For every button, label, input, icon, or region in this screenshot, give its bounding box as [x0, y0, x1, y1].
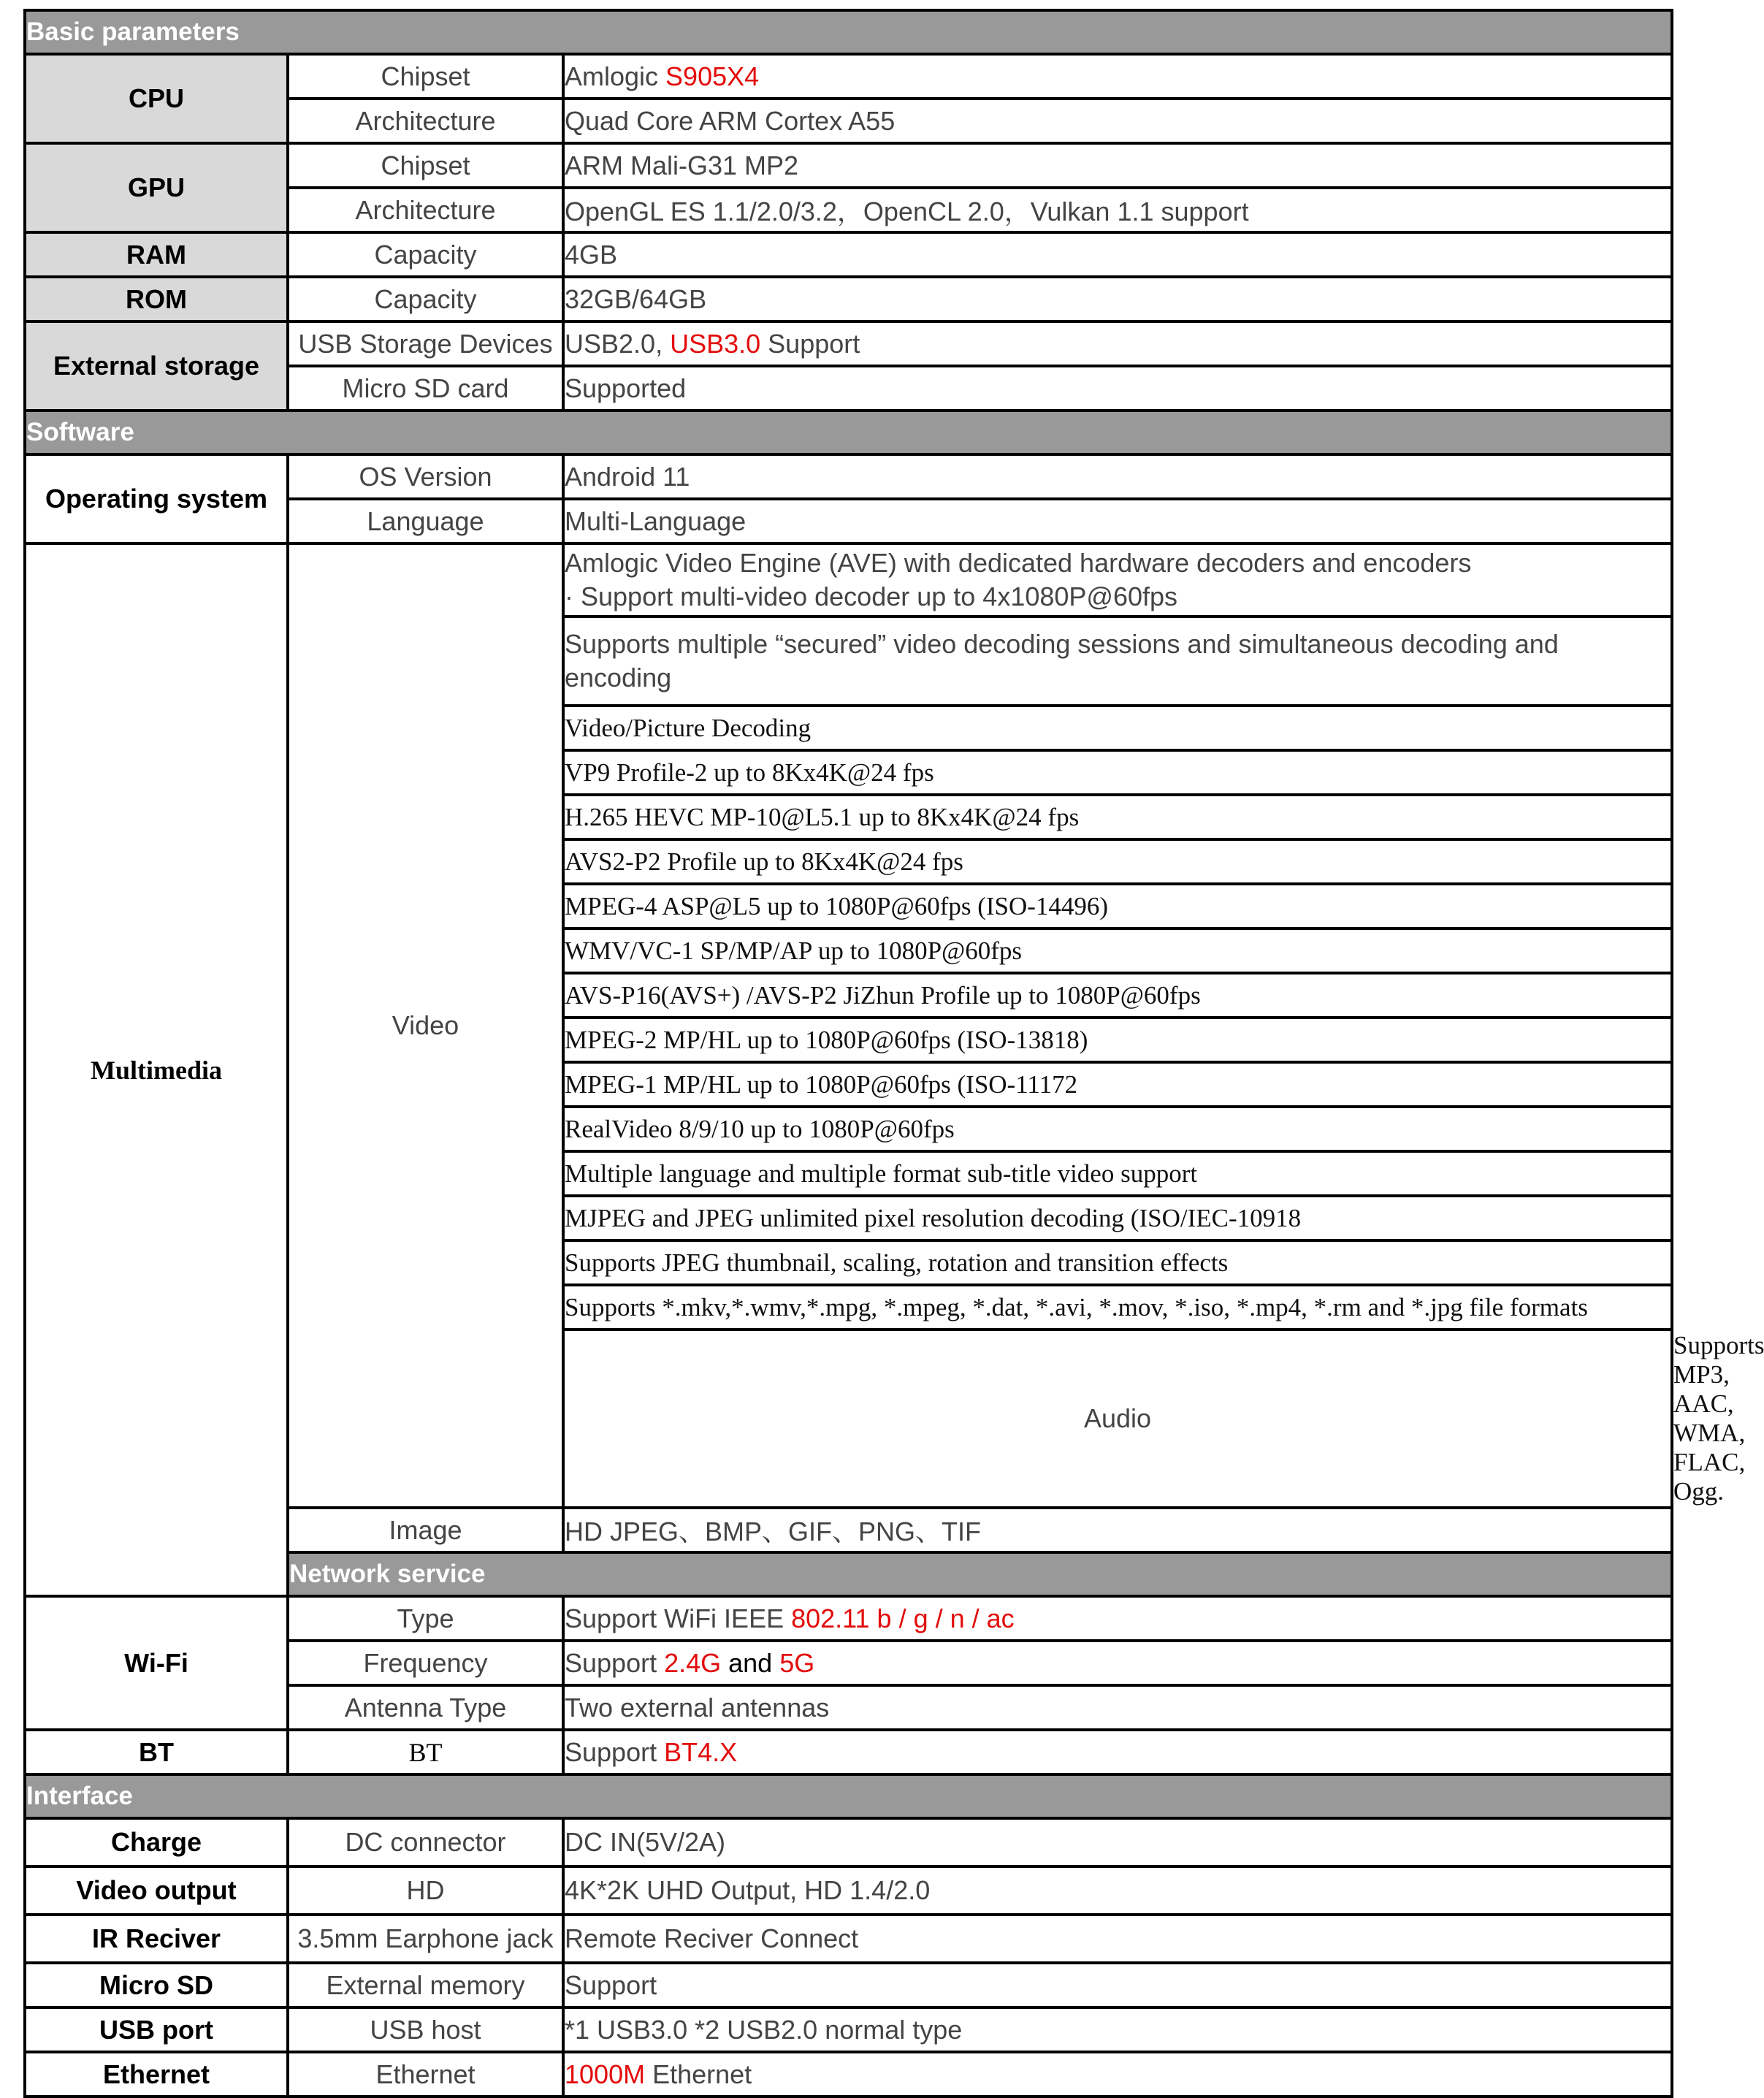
section-network-service: Network service — [288, 1552, 1672, 1596]
language-value: Multi-Language — [563, 499, 1672, 543]
bt-value: Support BT4.X — [563, 1730, 1672, 1774]
video-item: VP9 Profile-2 up to 8Kx4K@24 fps — [563, 750, 1672, 795]
audio-label: Audio — [563, 1330, 1672, 1508]
video-item: Video/Picture Decoding — [563, 706, 1672, 750]
video-output-category: Video output — [25, 1866, 288, 1915]
gpu-architecture-label: Architecture — [288, 188, 563, 232]
video-item: AVS2-P2 Profile up to 8Kx4K@24 fps — [563, 839, 1672, 884]
ethernet-value: 1000M Ethernet — [563, 2052, 1672, 2097]
ram-capacity-value: 4GB — [563, 232, 1672, 277]
micro-sd-value: Support — [563, 1963, 1672, 2007]
hd-value: 4K*2K UHD Output, HD 1.4/2.0 — [563, 1866, 1672, 1915]
antenna-type-label: Antenna Type — [288, 1685, 563, 1730]
micro-sd-card-label: Micro SD card — [288, 366, 563, 411]
video-item: MPEG-1 MP/HL up to 1080P@60fps (ISO-11172 — [563, 1062, 1672, 1107]
usb-storage-label: USB Storage Devices — [288, 321, 563, 366]
video-label: Video — [288, 543, 563, 1508]
micro-sd-category: Micro SD — [25, 1963, 288, 2007]
earphone-jack-label: 3.5mm Earphone jack — [288, 1915, 563, 1963]
gpu-chipset-value: ARM Mali-G31 MP2 — [563, 143, 1672, 188]
rom-capacity-label: Capacity — [288, 277, 563, 321]
section-software: Software — [25, 411, 1672, 454]
video-item: WMV/VC-1 SP/MP/AP up to 1080P@60fps — [563, 928, 1672, 973]
charge-category: Charge — [25, 1818, 288, 1866]
video-item: MJPEG and JPEG unlimited pixel resolution decoding (ISO/IEC-10918 — [563, 1196, 1672, 1240]
usb-storage-value: USB2.0, USB3.0 Support — [563, 321, 1672, 366]
ram-capacity-label: Capacity — [288, 232, 563, 277]
wifi-category: Wi-Fi — [25, 1596, 288, 1730]
gpu-architecture-value: OpenGL ES 1.1/2.0/3.2，OpenCL 2.0，Vulkan 1.1 support — [563, 188, 1672, 232]
cpu-chipset-value: Amlogic S905X4 — [563, 54, 1672, 99]
video-item: MPEG-2 MP/HL up to 1080P@60fps (ISO-13818) — [563, 1018, 1672, 1062]
gpu-chipset-label: Chipset — [288, 143, 563, 188]
bt-label: BT — [288, 1730, 563, 1774]
bt-category: BT — [25, 1730, 288, 1774]
video-item: Supports JPEG thumbnail, scaling, rotation and transition effects — [563, 1240, 1672, 1285]
wifi-frequency-label: Frequency — [288, 1641, 563, 1685]
wifi-type-label: Type — [288, 1596, 563, 1641]
cpu-architecture-value: Quad Core ARM Cortex A55 — [563, 99, 1672, 143]
video-item: MPEG-4 ASP@L5 up to 1080P@60fps (ISO-14496) — [563, 884, 1672, 928]
os-version-value: Android 11 — [563, 454, 1672, 499]
multimedia-category: Multimedia — [25, 543, 288, 1596]
usb-host-label: USB host — [288, 2007, 563, 2052]
external-memory-label: External memory — [288, 1963, 563, 2007]
section-interface: Interface — [25, 1774, 1672, 1818]
dc-connector-value: DC IN(5V/2A) — [563, 1818, 1672, 1866]
rom-category: ROM — [25, 277, 288, 321]
micro-sd-card-value: Supported — [563, 366, 1672, 411]
ave-description: Amlogic Video Engine (AVE) with dedicated hardware decoders and encoders · Support multi-video decoder up to 4x1080P@60fps — [563, 543, 1672, 617]
cpu-chipset-label: Chipset — [288, 54, 563, 99]
hd-label: HD — [288, 1866, 563, 1915]
video-item: Multiple language and multiple format sub-title video support — [563, 1151, 1672, 1196]
video-item: Supports *.mkv,*.wmv,*.mpg, *.mpeg, *.dat, *.avi, *.mov, *.iso, *.mp4, *.rm and *.jpg file formats — [563, 1285, 1672, 1330]
secured-decoding-description: Supports multiple “secured” video decoding sessions and simultaneous decoding and encoding — [563, 617, 1672, 706]
wifi-frequency-value: Support 2.4G and 5G — [563, 1641, 1672, 1685]
ir-receiver-category: IR Reciver — [25, 1915, 288, 1963]
spec-table: Basic parameters CPU Chipset Amlogic S905X4 Architecture Quad Core ARM Cortex A55 GPU Chipset ARM Mali-G31 MP2 Architecture OpenGL ES 1.1/2.0/3.2，OpenCL 2.0，Vulkan 1.1 support RAM Capacity 4GB ROM Capacity 32GB/64GB External storage USB Storage Devices USB2.0, USB3.0 Support Micro SD card Supported Software Operating system OS Version Android 11 Language Multi-Language Multimedia Video Amlogic Video Engine (AVE) with dedicated hardware decoders and encoders · Support multi-video decoder up to 4x1080P@60fps Supports multiple “secured” video decoding sessions and simultaneous decoding and encoding Video/Picture Decoding VP9 Profile-2 up to 8Kx4K@24 fps H.265 HEVC MP-10@L5.1 up to 8Kx4K@24 fps AVS2-P2 Profile up to 8Kx4K@24 fps MPEG-4 ASP@L5 up to 1080P@60fps (ISO-14496) WMV/VC-1 SP/MP/AP up to 1080P@60fps AVS-P16(AVS+) /AVS-P2 JiZhun Profile up to 1080P@60fps MPEG-2 MP/HL up to 1080P@60fps (ISO-13818) MPEG-1 MP/HL up to 1080P@60fps (ISO-11172 RealVideo 8/9/10 up to 1080P@60fps Multiple language and multiple format sub-title video support MJPEG and JPEG unlimited pixel resolution decoding (ISO/IEC-10918 Supports JPEG thumbnail, scaling, rotation and transition effects Supports *.mkv,*.wmv,*.mpg, *.mpeg, *.dat, *.avi, *.mov, *.iso, *.mp4, *.rm and *.jpg file formats Audio Supports MP3, AAC, WMA, FLAC, Ogg. Image HD JPEG、BMP、GIF、PNG、TIF Network service Wi-Fi Type Support WiFi IEEE 802.11 b / g / n / ac Frequency Support 2.4G and 5G Antenna Type Two external antennas BT BT Support BT4.X Interface Charge DC connector DC IN(5V/2A) Video output HD 4K*2K UHD Output, HD 1.4/2.0 IR Reciver 3.5mm Earphone jack Remote Reciver Connect Micro SD External memory Support USB port USB host *1 USB3.0 *2 USB2.0 normal type Ethernet Ethernet 1000M Ethernet — [23, 9, 1673, 2098]
operating-system-category: Operating system — [25, 454, 288, 543]
ir-receiver-value: Remote Reciver Connect — [563, 1915, 1672, 1963]
ethernet-label: Ethernet — [288, 2052, 563, 2097]
image-value: HD JPEG、BMP、GIF、PNG、TIF — [563, 1508, 1672, 1552]
video-item: AVS-P16(AVS+) /AVS-P2 JiZhun Profile up to 1080P@60fps — [563, 973, 1672, 1018]
wifi-type-value: Support WiFi IEEE 802.11 b / g / n / ac — [563, 1596, 1672, 1641]
os-version-label: OS Version — [288, 454, 563, 499]
cpu-category: CPU — [25, 54, 288, 143]
gpu-category: GPU — [25, 143, 288, 232]
video-item: RealVideo 8/9/10 up to 1080P@60fps — [563, 1107, 1672, 1151]
antenna-type-value: Two external antennas — [563, 1685, 1672, 1730]
dc-connector-label: DC connector — [288, 1818, 563, 1866]
usb-port-category: USB port — [25, 2007, 288, 2052]
language-label: Language — [288, 499, 563, 543]
rom-capacity-value: 32GB/64GB — [563, 277, 1672, 321]
image-label: Image — [288, 1508, 563, 1552]
cpu-architecture-label: Architecture — [288, 99, 563, 143]
usb-port-value: *1 USB3.0 *2 USB2.0 normal type — [563, 2007, 1672, 2052]
external-storage-category: External storage — [25, 321, 288, 411]
video-item: H.265 HEVC MP-10@L5.1 up to 8Kx4K@24 fps — [563, 795, 1672, 839]
ethernet-category: Ethernet — [25, 2052, 288, 2097]
section-basic-parameters: Basic parameters — [25, 10, 1672, 54]
ram-category: RAM — [25, 232, 288, 277]
